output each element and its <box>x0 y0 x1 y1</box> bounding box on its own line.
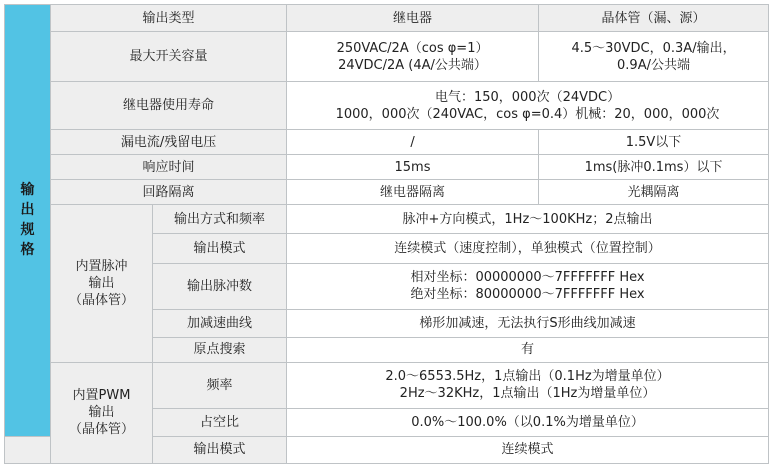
table-row-max-capacity <box>5 32 769 82</box>
label-pwm-frequency: 频率 <box>153 362 287 408</box>
label-pulse-output-method: 输出方式和频率 <box>153 205 287 234</box>
table-row-isolation <box>5 180 769 205</box>
value-relay-life: 电气：150，000次（24VDC） 1000，000次（240VAC，cos φ=0.4）机械：20，000，000次 <box>287 82 769 130</box>
label-pulse-count: 输出脉冲数 <box>153 263 287 309</box>
label-origin-search: 原点搜索 <box>153 337 287 362</box>
transistor-isolation: 光耦隔离 <box>539 180 769 205</box>
relay-response-time: 15ms <box>287 155 539 180</box>
label-leak-current: 漏电流/残留电压 <box>51 130 287 155</box>
value-origin-search: 有 <box>287 337 769 362</box>
value-pwm-mode: 连续模式 <box>287 436 769 463</box>
header-transistor: 晶体管（漏、源） <box>539 5 769 32</box>
label-pulse-output-mode: 输出模式 <box>153 234 287 263</box>
label-pwm-group: 内置PWM 输出 （晶体管） <box>51 362 153 463</box>
value-pulse-output-method: 脉冲+方向模式，1Hz～100KHz；2点输出 <box>287 205 769 234</box>
label-pulse-group: 内置脉冲 输出 （晶体管） <box>51 205 153 362</box>
table-row-header <box>5 5 769 32</box>
value-accel-curve: 梯形加减速，无法执行S形曲线加减速 <box>287 309 769 337</box>
value-pulse-output-mode: 连续模式（速度控制），单独模式（位置控制） <box>287 234 769 263</box>
value-pwm-frequency: 2.0～6553.5Hz，1点输出（0.1Hz为增量单位） 2Hz～32KHz，1点输出（1Hz为增量单位） <box>287 362 769 408</box>
relay-leak-current: / <box>287 130 539 155</box>
relay-max-capacity: 250VAC/2A（cos φ=1） 24VDC/2A (4A/公共端） <box>287 32 539 82</box>
label-pwm-mode-spacer <box>5 436 51 463</box>
label-pwm-duty: 占空比 <box>153 408 287 436</box>
relay-isolation: 继电器隔离 <box>287 180 539 205</box>
section-label-output-spec: 输 出 规 格 <box>5 5 51 437</box>
label-accel-curve: 加减速曲线 <box>153 309 287 337</box>
label-pwm-mode: 输出模式 <box>153 436 287 463</box>
table-row-response-time <box>5 155 769 180</box>
output-spec-table <box>4 4 769 464</box>
value-pulse-count: 相对坐标：00000000～7FFFFFFF Hex 绝对坐标：80000000～7FFFFFFF Hex <box>287 263 769 309</box>
table-row-pwm-frequency <box>5 362 769 408</box>
table-row-relay-life <box>5 82 769 130</box>
table-row-leak-current <box>5 130 769 155</box>
label-relay-life: 继电器使用寿命 <box>51 82 287 130</box>
header-output-type: 输出类型 <box>51 5 287 32</box>
label-isolation: 回路隔离 <box>51 180 287 205</box>
transistor-max-capacity: 4.5～30VDC，0.3A/输出， 0.9A/公共端 <box>539 32 769 82</box>
label-max-capacity: 最大开关容量 <box>51 32 287 82</box>
value-pwm-duty: 0.0%～100.0%（以0.1%为增量单位） <box>287 408 769 436</box>
table-row-pulse-output-method <box>5 205 769 234</box>
transistor-leak-current: 1.5V以下 <box>539 130 769 155</box>
label-response-time: 响应时间 <box>51 155 287 180</box>
header-relay: 继电器 <box>287 5 539 32</box>
transistor-response-time: 1ms(脉冲0.1ms）以下 <box>539 155 769 180</box>
